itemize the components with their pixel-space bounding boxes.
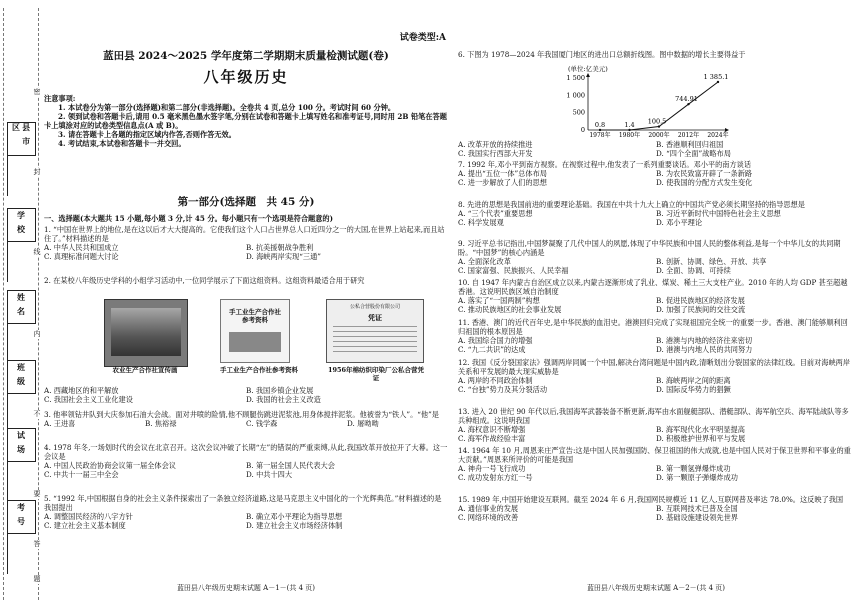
booklet-title-1: 手工业生产合作社 [229,308,281,316]
option-d[interactable]: D. 我国的社会主义改造 [246,395,321,405]
option-a[interactable]: A. 提出“五位一体”总体布局 [458,169,547,179]
notes-title: 注意事项: [44,94,76,103]
option-c[interactable]: C. 网络环境的改善 [458,513,519,523]
section-instructions: 一、选择题(本大题共 15 小题,每小题 3 分,计 45 分。每小题只有一个选项是符合题意的) [44,214,334,223]
option-c[interactable]: C. “九二共识”的达成 [458,345,526,355]
seal-mark: 线 [33,248,41,256]
data-label: 1.4 [624,120,635,129]
question-2 [44,276,448,285]
option-b[interactable]: B. 港澳与内地的经济往来密切 [656,336,753,346]
option-b[interactable]: B. 创新、协调、绿色、开放、共享 [656,257,767,267]
field-id-input[interactable] [7,534,35,574]
question-11 [458,318,854,354]
note-4: 4. 考试结束,本试卷和答题卡一并交回。 [58,139,186,149]
seal-mark: 内 [33,330,41,338]
option-b[interactable]: B. 焦裕禄 [145,419,177,429]
data-label: 100.5 [647,117,667,126]
exam-page-b [458,0,854,608]
field-name-label: 姓名 [7,290,36,324]
question-10 [458,278,854,314]
option-a[interactable]: A. 全面深化改革 [458,257,511,267]
field-room-input[interactable] [7,462,35,502]
data-label: 1 385.1 [703,72,729,81]
field-name-input[interactable] [7,324,35,364]
option-c[interactable]: C. 建立社会主义基本制度 [44,521,126,531]
option-d[interactable]: D. 国际反华势力的猖獗 [656,385,731,395]
poster-photo [104,299,188,367]
x-tick-label: 2024年 [707,132,729,139]
field-id-label: 考号 [7,500,36,534]
question-stem: 14. 1964 年 10 月,周恩来庄严宣告:这是中国人民加强国防、保卫祖国的伟大成就,也是中国人民对于保卫世界和平事业的重大贡献。”周恩来所评价的可能是我国 [458,446,851,465]
share-certificate [326,299,424,363]
field-class-label: 班级 [7,360,36,394]
seal-mark: 答 [33,540,41,548]
question-stem: 9. 习近平总书记指出,中国梦凝聚了几代中国人的夙愿,体现了中华民族和中国人民的整体利益,是每一个中华儿女的共同期盼。“中国梦”的核心内涵是 [458,239,841,258]
option-d[interactable]: D. 积极维护世界和平与发展 [656,434,746,444]
option-a[interactable]: A. 中华人民共和国成立 [44,243,119,253]
option-d[interactable]: D. 第一颗原子弹爆炸成功 [656,473,738,483]
question-stem: 3. 他率领钻井队到大庆参加石油大会战。面对井喷的险情,他不顾腿伤跳进泥浆池,用身体搅拌泥浆。他被誉为“铁人”。“他”是 [44,410,439,419]
option-d[interactable]: D. 加强了民族间的交往交流 [656,305,746,315]
question-stem: 15. 1989 年,中国开始建设互联网。截至 2024 年 6 月,我国网民规模近 11 亿人,互联网普及率达 78.0%。这反映了我国 [458,495,844,504]
option-c[interactable]: C. 我国实行西部大开发 [458,149,533,159]
caption-poster: 农业生产合作社宣传画 [112,366,178,374]
option-c[interactable]: C. 国家富强、民族振兴、人民幸福 [458,266,569,276]
option-c[interactable]: C. 海军作战经验丰富 [458,434,526,444]
question-8 [458,200,854,227]
field-county-label: 县市区 [7,122,36,156]
option-d[interactable]: D. 中共十四大 [246,470,293,480]
option-a[interactable]: A. 通信事业的发展 [458,504,519,514]
option-b[interactable]: B. 第一届全国人民代表大会 [246,461,335,471]
seal-mark: 要 [33,490,41,498]
question-1 [44,225,448,261]
question-7 [458,160,854,187]
page-footer: 蓝田县八年级历史期末试题 A－1－(共 4 页) [176,584,316,592]
trade-line-chart [548,62,738,140]
option-a[interactable]: A. 我国综合国力的增强 [458,336,533,346]
x-tick-label: 1978年 [589,132,611,139]
reference-booklet [220,299,290,363]
certificate-label: 凭证 [368,313,382,322]
question-2-options [44,386,448,404]
y-tick-label: 1 000 [566,91,585,100]
option-a[interactable]: A. 西藏地区的和平解放 [44,386,119,395]
x-tick-label: 1980年 [618,132,641,139]
option-c[interactable]: C. 科学发展观 [458,218,504,228]
note-2: 2. 领到试卷和答题卡后,请用 0.5 毫米黑色墨水签字笔,分别在试卷和答题卡上填写姓名和准考证号,同时用 2B 铅笔在答题卡上填涂对应的试卷类型信息点(A 或 B)。 [44,112,447,131]
seal-mark: 不 [33,410,41,418]
question-stem: 5. “1992 年,中国根据自身的社会主义条件探索出了一条独立经济道路,这是马克思主义中国化的一个光辉典范。”材料描述的是我国提出 [44,494,442,513]
seal-mark: 密 [33,88,41,96]
page-footer: 蓝田县八年级历史期末试题 A－2－(共 4 页) [586,584,726,592]
option-c[interactable]: C. 推动民族地区的社会事业发展 [458,305,562,315]
option-c[interactable]: C. 进一步解放了人们的思想 [458,178,547,188]
option-c[interactable]: C. 钱学森 [246,419,278,429]
question-stem: 13. 进入 20 世纪 90 年代以后,我国海军武器装备不断更新,海军由水面舰艇部队、潜艇部队、海军航空兵、海军陆战队等多兵种组成。这说明我国 [458,407,849,426]
field-room-label: 试场 [7,428,36,462]
caption-certificate: 1956年棉纺织印染厂公私合营凭证 [327,366,425,383]
data-point [599,129,601,131]
option-c[interactable]: C. 我国社会主义工业化建设 [44,395,133,405]
field-county-input[interactable] [7,156,35,196]
exam-page-a [44,0,448,608]
exam-title: 蓝田县 2024～2025 学年度第二学期期末质量检测试题(卷) [103,50,389,62]
option-c[interactable]: C. 中共十一届三中全会 [44,470,119,480]
question-stem: 6. 下图为 1978—2024 年我国厦门地区的进出口总额折线图。图中数据的增长主要得益于 [458,50,746,59]
question-12 [458,358,854,394]
option-b[interactable]: B. 海峡两岸之间的距离 [656,376,731,386]
option-a[interactable]: A. 落实了“一国两制”构想 [458,296,540,306]
booklet-title-2: 参考资料 [242,316,268,325]
binding-sidebar [0,0,40,608]
option-b[interactable]: B. 确立邓小平理论为指导思想 [246,512,343,522]
question-stem: 8. 先进的思想是我国前进的重要理论基础。我国在中共十九大上确立的中国共产党必须长期坚持的指导思想是 [458,200,805,209]
question-4 [44,443,448,479]
option-d[interactable]: D. 使我国的分配方式发生变化 [656,178,753,188]
option-b[interactable]: B. 为农民致富开辟了一条新路 [656,169,753,179]
data-label: 744.91 [675,95,698,104]
question-stem: 1. “中国在世界上的地位,是在这以后才大大提高的。它使我们这个人口占世界总人口近四分之一的大国,在世界上站起来,而且站住了。”材料描述的是 [44,225,445,244]
y-tick-label: 1 500 [566,74,585,82]
option-b[interactable]: B. 我国乡镇企业发展 [246,386,314,395]
part1-heading: 第一部分(选择题 共 45 分) [177,196,315,208]
caption-booklet: 手工业生产合作社参考资料 [220,366,298,374]
certificate-heading: 公私合营股份有限公司 [349,304,400,310]
option-a[interactable]: A. 王进喜 [44,419,76,429]
option-a[interactable]: A. 改革开放的持续推进 [458,140,533,149]
question-9 [458,239,854,275]
option-c[interactable]: C. “台独”势力及其分裂活动 [458,385,548,395]
question-3 [44,410,448,428]
question-15 [458,495,854,522]
option-a[interactable]: A. 中国人民政治协商会议第一届全体会议 [44,461,176,471]
notes [44,94,448,148]
data-label: 0.8 [594,120,606,129]
question-stem: 10. 自 1947 年内蒙古自治区成立以来,内蒙古逐渐形成了乳业、煤炭、稀土三大支柱产业。2010 年的人均 GDP 甚至超越香港。这说明民族区域自治制度 [458,278,848,297]
y-tick-label: 0 [580,126,585,134]
option-a[interactable]: A. 两岸的不同政治体制 [458,376,533,386]
question-stem: 2. 在某校八年级历史学科的小组学习活动中,一位同学展示了下面这组资料。这组资料最适合用于研究 [44,276,365,285]
note-1: 1. 本试卷分为第一部分(选择题)和第二部分(非选择题)。全卷共 4 页,总分 100 分。考试时间 60 分钟。 [58,103,396,113]
question-5 [44,494,448,530]
data-point [628,129,630,131]
option-a[interactable]: A. “三个代表”重要思想 [458,209,533,219]
data-point [717,81,719,83]
data-point [658,125,660,127]
option-b[interactable]: B. 互联网技术已普及全国 [656,504,738,514]
option-b[interactable]: B. 习近平新时代中国特色社会主义思想 [656,209,781,219]
option-a[interactable]: A. 神舟一号飞行成功 [458,464,526,474]
y-tick-label: 500 [572,108,585,117]
question-14 [458,446,854,482]
option-a[interactable]: A. 海权意识不断增强 [458,425,526,435]
option-c[interactable]: C. 真理标准问题大讨论 [44,252,119,262]
y-axis-label: (单位:亿美元) [568,65,608,73]
option-d[interactable]: D. 建立社会主义市场经济体制 [246,521,343,531]
field-school-input[interactable] [7,242,35,282]
question-stem: 7. 1992 年,邓小平到南方视察。在视察过程中,他发表了一系列重要谈话。邓小平的南方谈话 [458,160,752,169]
x-tick-label: 2000年 [648,132,670,139]
option-d[interactable]: D. 屠呦呦 [347,419,379,429]
data-point [687,103,689,105]
option-b[interactable]: B. 香港顺利回归祖国 [656,140,724,149]
x-tick-label: 2012年 [677,132,700,139]
option-b[interactable]: B. 抗美援朝战争胜利 [246,243,314,253]
paper-type: 试卷类型:A [399,33,446,43]
binding-dashed-line-outer [3,8,4,600]
question-stem: 11. 香港、澳门的近代百年史,是中华民族的血泪史。港澳回归完成了实现祖国完全统一的重要一步。香港、澳门能够顺利回归祖国的根本原因是 [458,318,848,337]
seal-mark: 封 [33,168,41,176]
question-6-options [458,140,854,158]
seal-mark: 题 [33,575,41,583]
exam-subject: 八年级历史 [203,68,289,86]
field-school-label: 学校 [7,208,36,242]
option-d[interactable]: D. “四个全面”战略布局 [656,149,731,159]
option-c[interactable]: C. 成功发射东方红一号 [458,473,533,483]
option-d[interactable]: D. 海峡两岸实现“三通” [246,252,321,262]
option-d[interactable]: D. 基础设施建设领先世界 [656,513,738,523]
option-d[interactable]: D. 邓小平理论 [656,218,703,228]
question-6 [458,50,854,59]
option-b[interactable]: B. 促进民族地区的经济发展 [656,296,745,306]
question-stem: 12. 我国《反分裂国家法》强调两岸同属一个中国,解决台湾问题是中国内政,清晰划出分裂国家的法律红线。目前对海峡两岸关系和平发展的最大现实威胁是 [458,358,851,377]
option-a[interactable]: A. 调整国民经济的八字方针 [44,512,133,522]
option-b[interactable]: B. 海军现代化水平明显提高 [656,425,745,435]
question-13 [458,407,854,443]
option-d[interactable]: D. 港澳与内地人民的共同努力 [656,345,753,355]
note-3: 3. 请在答题卡上各题的指定区域内作答,否则作答无效。 [58,130,236,140]
option-b[interactable]: B. 第一颗氢弹爆炸成功 [656,464,731,474]
option-d[interactable]: D. 全面、协调、可持续 [656,266,731,276]
question-stem: 4. 1978 年冬,一场划时代的会议在北京召开。这次会议冲破了长期“左”的错误的严重束缚,从此,我国改革开放拉开了大幕。这一会议是 [44,443,448,462]
y-axis-arrow [586,73,590,77]
